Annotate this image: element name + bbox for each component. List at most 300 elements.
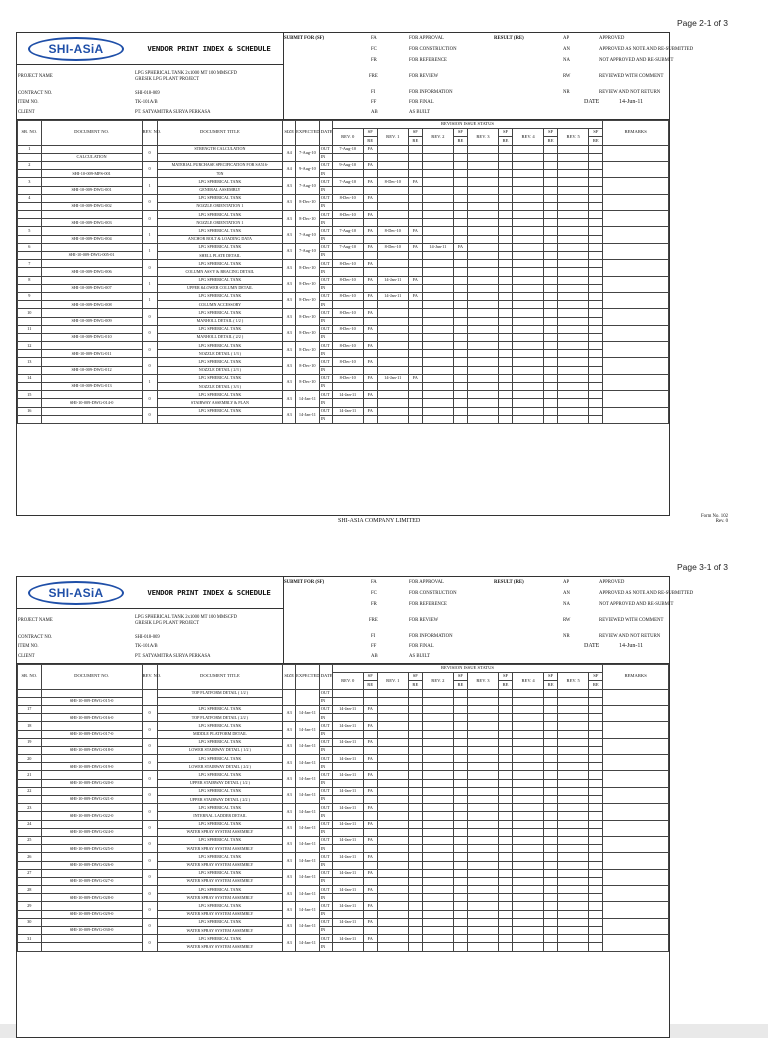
rev-in	[422, 746, 453, 754]
rev-sf: FA	[363, 194, 377, 202]
rev-in	[377, 763, 408, 771]
rev-re	[453, 284, 467, 292]
rev-sf	[589, 407, 603, 415]
rev-re	[453, 268, 467, 276]
rev-in	[467, 268, 498, 276]
rev-date	[332, 689, 363, 697]
table-row	[18, 902, 669, 910]
out-label: OUT	[319, 902, 332, 910]
rev-sf: FA	[363, 391, 377, 399]
out-label: OUT	[319, 325, 332, 333]
rev-in	[377, 877, 408, 885]
table-row-in	[18, 877, 669, 885]
rev-sf	[589, 787, 603, 795]
in-label: IN	[319, 268, 332, 276]
doc-no: SHI-10-009-DWG-002	[41, 202, 142, 210]
rev-sf: FA	[363, 820, 377, 828]
rev-in	[467, 284, 498, 292]
doc-title-2: NOZZLE ORIENTATION 1	[157, 219, 283, 227]
doc-no-top	[41, 738, 142, 746]
rev-sf	[453, 918, 467, 926]
table-row-in	[18, 186, 669, 194]
size: A3	[283, 243, 296, 259]
rev-date	[422, 738, 453, 746]
rev-no: 0	[142, 771, 157, 787]
table-row	[18, 292, 669, 300]
rev-re	[589, 943, 603, 951]
project-name-label: PROJECT NAME	[18, 618, 53, 623]
doc-no: SHI-10-009-DWG-017-0	[41, 730, 142, 738]
sr-no-bottom	[18, 284, 42, 292]
doc-no-top	[41, 804, 142, 812]
rev-date	[422, 886, 453, 894]
header-re: RE	[499, 137, 513, 145]
in-label: IN	[319, 894, 332, 902]
doc-title-2: UPPER STAIRWAY DETAIL ( 1/2 )	[157, 779, 283, 787]
rev-no: 1	[142, 227, 157, 243]
header-rev: REV. 3	[467, 129, 498, 145]
rev-sf	[544, 243, 558, 251]
rev-date: 14-Jan-11	[332, 722, 363, 730]
rev-re	[408, 894, 422, 902]
in-label: IN	[319, 350, 332, 358]
contract-label: CONTRACT NO.	[18, 91, 53, 96]
rev-re	[544, 894, 558, 902]
doc-no-top	[41, 276, 142, 284]
doc-title-2: WATER SPRAY SYSTEM ASSEMBLY	[157, 943, 283, 951]
rev-date	[467, 738, 498, 746]
rev-re	[589, 877, 603, 885]
rev-sf: FA	[363, 705, 377, 713]
rev-date	[467, 145, 498, 153]
table-row-in	[18, 333, 669, 341]
in-label: IN	[319, 861, 332, 869]
rev-re	[453, 828, 467, 836]
table-row-in	[18, 399, 669, 407]
rev-sf	[408, 211, 422, 219]
legend-code: FC	[371, 47, 377, 52]
logo-area	[17, 33, 135, 64]
rev-re	[589, 252, 603, 260]
rev-re	[499, 153, 513, 161]
remarks	[603, 869, 669, 885]
rev-re	[499, 366, 513, 374]
header-rev: REV. 5	[558, 673, 589, 689]
rev-in	[467, 746, 498, 754]
rev-date	[377, 918, 408, 926]
sr-no: 13	[18, 358, 42, 366]
in-label: IN	[319, 415, 332, 423]
rev-date	[558, 391, 589, 399]
doc-title-1: TOP PLATFORM DETAIL ( 1/2 )	[157, 689, 283, 697]
client-label: CLIENT	[18, 110, 35, 115]
legend-code: NR	[563, 90, 570, 95]
expected-date: 14-Jan-11	[296, 853, 320, 869]
in-label: IN	[319, 333, 332, 341]
rev-date	[377, 161, 408, 169]
doc-title-2: WATER SPRAY SYSTEM ASSEMBLY	[157, 828, 283, 836]
rev-date	[422, 820, 453, 828]
rev-in	[512, 399, 543, 407]
rev-sf: FA	[363, 227, 377, 235]
rev-sf	[453, 178, 467, 186]
header-sr: SR. NO.	[18, 665, 42, 690]
doc-title-2: LOWER STAIRWAY DETAIL ( 2/2 )	[157, 763, 283, 771]
rev-in	[377, 943, 408, 951]
rev-re	[363, 943, 377, 951]
rev-in	[512, 763, 543, 771]
rev-in	[558, 235, 589, 243]
rev-in	[467, 415, 498, 423]
rev-date	[558, 374, 589, 382]
rev-date	[558, 145, 589, 153]
rev-date	[467, 755, 498, 763]
rev-in	[377, 350, 408, 358]
rev-in	[467, 235, 498, 243]
legend-desc: NOT APPROVED AND RE-SUBMIT	[599, 58, 674, 63]
rev-date	[512, 771, 543, 779]
rev-in	[558, 252, 589, 260]
rev-sf: FA	[363, 787, 377, 795]
rev-in	[512, 697, 543, 705]
legend-code: FA	[371, 580, 377, 585]
rev-date	[558, 194, 589, 202]
expected-date: 8-Dec-10	[296, 358, 320, 374]
sr-no: 31	[18, 935, 42, 943]
doc-title-2: STAIRWAY ASSEMBLY & PLAN	[157, 399, 283, 407]
rev-in	[377, 186, 408, 194]
sr-no-bottom	[18, 235, 42, 243]
rev-re	[499, 779, 513, 787]
rev-in	[512, 350, 543, 358]
rev-date	[512, 391, 543, 399]
size: A3	[283, 902, 296, 918]
rev-in	[512, 845, 543, 853]
in-label: IN	[319, 730, 332, 738]
doc-no: SHI-10-009-DWG-013	[41, 383, 142, 391]
remarks	[603, 276, 669, 292]
rev-in	[558, 170, 589, 178]
table-row-in	[18, 252, 669, 260]
in-label: IN	[319, 186, 332, 194]
header-expected: EXPECTED DATE	[296, 665, 320, 690]
rev-re	[408, 779, 422, 787]
expected-date: 14-Jan-11	[296, 391, 320, 407]
rev-re	[589, 910, 603, 918]
rev-re	[408, 170, 422, 178]
rev-re	[363, 927, 377, 935]
rev-in	[512, 779, 543, 787]
rev-in	[558, 383, 589, 391]
date-label: DATE	[584, 643, 600, 649]
contract-value: SHI-018-069	[135, 635, 160, 640]
rev-in	[558, 350, 589, 358]
rev-sf	[408, 804, 422, 812]
rev-re	[589, 796, 603, 804]
rev-sf	[589, 755, 603, 763]
submit-for-label: SUBMIT FOR (SF)	[284, 36, 325, 41]
rev-re	[589, 714, 603, 722]
legend-code: FRE	[369, 618, 378, 623]
rev-re	[453, 153, 467, 161]
rev-date: 8-Dec-10	[332, 309, 363, 317]
rev-re	[363, 730, 377, 738]
rev-date	[558, 771, 589, 779]
expected-date: 14-Jan-11	[296, 755, 320, 771]
rev-date	[467, 787, 498, 795]
header-re: RE	[499, 681, 513, 689]
in-label: IN	[319, 763, 332, 771]
rev-re	[363, 235, 377, 243]
rev-re	[589, 350, 603, 358]
doc-title-1: LPG SPHERICAL TANK	[157, 869, 283, 877]
rev-re	[363, 252, 377, 260]
rev-sf	[499, 869, 513, 877]
rev-no: 0	[142, 309, 157, 325]
rev-re	[544, 284, 558, 292]
doc-no-top	[41, 145, 142, 153]
rev-in	[467, 202, 498, 210]
table-row-in	[18, 350, 669, 358]
expected-date: 14-Jan-11	[296, 804, 320, 820]
header-title: DOCUMENT TITLE	[157, 665, 283, 690]
rev-no	[142, 689, 157, 705]
rev-no: 1	[142, 292, 157, 308]
rev-re	[544, 186, 558, 194]
sr-no: 29	[18, 902, 42, 910]
table-row-in	[18, 779, 669, 787]
rev-date	[422, 145, 453, 153]
rev-re	[453, 746, 467, 754]
remarks	[603, 342, 669, 358]
rev-date: 8-Dec-10	[377, 227, 408, 235]
rev-re	[363, 746, 377, 754]
rev-date	[422, 935, 453, 943]
rev-date: 7-Aug-10	[332, 243, 363, 251]
revision-table	[17, 120, 669, 424]
rev-re	[363, 845, 377, 853]
rev-in	[558, 927, 589, 935]
expected-date: 7-Aug-10	[296, 227, 320, 243]
size: A3	[283, 358, 296, 374]
rev-date: 14-Jan-11	[332, 935, 363, 943]
rev-date	[558, 342, 589, 350]
rev-sf	[499, 804, 513, 812]
rev-re	[408, 812, 422, 820]
rev-in	[558, 333, 589, 341]
sr-no: 16	[18, 407, 42, 415]
rev-re	[589, 746, 603, 754]
rev-date: 7-Aug-10	[332, 178, 363, 186]
rev-in	[558, 268, 589, 276]
rev-in	[558, 746, 589, 754]
rev-no: 0	[142, 325, 157, 341]
doc-no-top	[41, 918, 142, 926]
legend-desc: APPROVED	[599, 580, 625, 585]
rev-in	[377, 415, 408, 423]
rev-date: 8-Dec-10	[332, 211, 363, 219]
doc-no: SHI-10-009-DWG-005-01	[41, 252, 142, 260]
doc-no-top	[41, 902, 142, 910]
table-row	[18, 161, 669, 169]
size: A3	[283, 804, 296, 820]
remarks	[603, 918, 669, 934]
rev-in	[558, 153, 589, 161]
doc-no: SHI-10-009-DWG-010	[41, 333, 142, 341]
size: A3	[283, 211, 296, 227]
rev-sf: FA	[363, 935, 377, 943]
remarks	[603, 820, 669, 836]
rev-date	[377, 902, 408, 910]
rev-re	[363, 268, 377, 276]
rev-sf	[499, 771, 513, 779]
table-row	[18, 886, 669, 894]
rev-sf	[408, 342, 422, 350]
sr-no: 17	[18, 705, 42, 713]
rev-re	[453, 697, 467, 705]
rev-re	[589, 301, 603, 309]
rev-in	[332, 317, 363, 325]
rev-re	[544, 399, 558, 407]
rev-sf: FA	[363, 804, 377, 812]
rev-re	[408, 861, 422, 869]
rev-sf	[499, 902, 513, 910]
in-label: IN	[319, 366, 332, 374]
rev-sf: FA	[363, 853, 377, 861]
doc-no: SHI-10-009-DWG-007	[41, 284, 142, 292]
rev-sf: FA	[363, 292, 377, 300]
rev-sf: FA	[363, 342, 377, 350]
rev-sf	[499, 853, 513, 861]
rev-sf	[408, 886, 422, 894]
rev-date: 7-Aug-10	[332, 227, 363, 235]
table-row-in	[18, 861, 669, 869]
rev-no: 0	[142, 358, 157, 374]
rev-in	[467, 812, 498, 820]
rev-in	[512, 796, 543, 804]
sr-no: 23	[18, 804, 42, 812]
legend-desc: FOR FINAL	[409, 100, 434, 105]
header-rev: REV. 1	[377, 129, 408, 145]
doc-title-2: MANHOLL DETAIL ( 1/2 )	[157, 317, 283, 325]
rev-in	[467, 845, 498, 853]
rev-date: 14-Jan-11	[377, 374, 408, 382]
rev-re	[499, 235, 513, 243]
doc-no: SHI-10-009-DWG-028-0	[41, 894, 142, 902]
rev-re	[589, 317, 603, 325]
rev-in	[467, 927, 498, 935]
size: A3	[283, 738, 296, 754]
rev-sf	[589, 358, 603, 366]
rev-date	[467, 853, 498, 861]
rev-sf	[589, 935, 603, 943]
rev-no: 0	[142, 342, 157, 358]
table-row	[18, 804, 669, 812]
header-sf: SF	[363, 129, 377, 137]
table-row	[18, 260, 669, 268]
rev-re	[453, 301, 467, 309]
out-label: OUT	[319, 836, 332, 844]
remarks	[603, 407, 669, 423]
legend-code: AN	[563, 591, 570, 596]
remarks	[603, 755, 669, 771]
project-name-value-2: GRESIK LPG PLANT PROJECT	[135, 77, 200, 82]
sr-no-bottom	[18, 910, 42, 918]
out-label: OUT	[319, 211, 332, 219]
table-row-in	[18, 170, 669, 178]
rev-re	[453, 333, 467, 341]
item-label: ITEM NO.	[18, 644, 39, 649]
doc-title-1: LPG SPHERICAL TANK	[157, 211, 283, 219]
doc-title-2: WATER SPRAY SYSTEM ASSEMBLY	[157, 910, 283, 918]
rev-date	[512, 902, 543, 910]
rev-in	[467, 219, 498, 227]
sr-no-bottom	[18, 202, 42, 210]
rev-date	[467, 161, 498, 169]
rev-sf	[453, 211, 467, 219]
rev-re	[589, 845, 603, 853]
rev-re	[453, 366, 467, 374]
remarks	[603, 325, 669, 341]
rev-date	[422, 755, 453, 763]
in-label: IN	[319, 399, 332, 407]
rev-sf	[499, 738, 513, 746]
rev-no: 0	[142, 918, 157, 934]
expected-date: 7-Aug-10	[296, 178, 320, 194]
rev-sf	[453, 342, 467, 350]
rev-in	[332, 845, 363, 853]
doc-title-1: LPG SPHERICAL TANK	[157, 755, 283, 763]
sr-no: 30	[18, 918, 42, 926]
rev-sf	[544, 211, 558, 219]
table-row	[18, 309, 669, 317]
rev-in	[512, 383, 543, 391]
doc-no-top	[41, 391, 142, 399]
rev-in	[558, 763, 589, 771]
rev-sf	[589, 292, 603, 300]
sr-no: 25	[18, 836, 42, 844]
header-sf: SF	[453, 129, 467, 137]
doc-title-1: LPG SPHERICAL TANK	[157, 935, 283, 943]
rev-sf	[453, 853, 467, 861]
rev-in	[332, 910, 363, 918]
rev-sf	[408, 820, 422, 828]
rev-date	[512, 145, 543, 153]
rev-in	[422, 910, 453, 918]
header-rev: REV. 5	[558, 129, 589, 145]
rev-in	[422, 333, 453, 341]
rev-date: 8-Dec-10	[377, 243, 408, 251]
sr-no: 2	[18, 161, 42, 169]
sr-no-bottom	[18, 812, 42, 820]
rev-in	[558, 730, 589, 738]
rev-re	[544, 252, 558, 260]
header-rev-no: REV. NO.	[142, 121, 157, 146]
rev-sf	[408, 771, 422, 779]
sr-no-bottom	[18, 796, 42, 804]
rev-re	[499, 910, 513, 918]
remarks	[603, 705, 669, 721]
doc-title-2: UPPER STAIRWAY DETAIL ( 2/2 )	[157, 796, 283, 804]
size: A3	[283, 391, 296, 407]
table-row	[18, 853, 669, 861]
expected-date: 8-Dec-10	[296, 374, 320, 390]
item-value: TK-101A/B	[135, 100, 158, 105]
rev-date	[467, 407, 498, 415]
doc-title-2: 70N	[157, 170, 283, 178]
rev-date	[512, 260, 543, 268]
rev-sf	[499, 918, 513, 926]
